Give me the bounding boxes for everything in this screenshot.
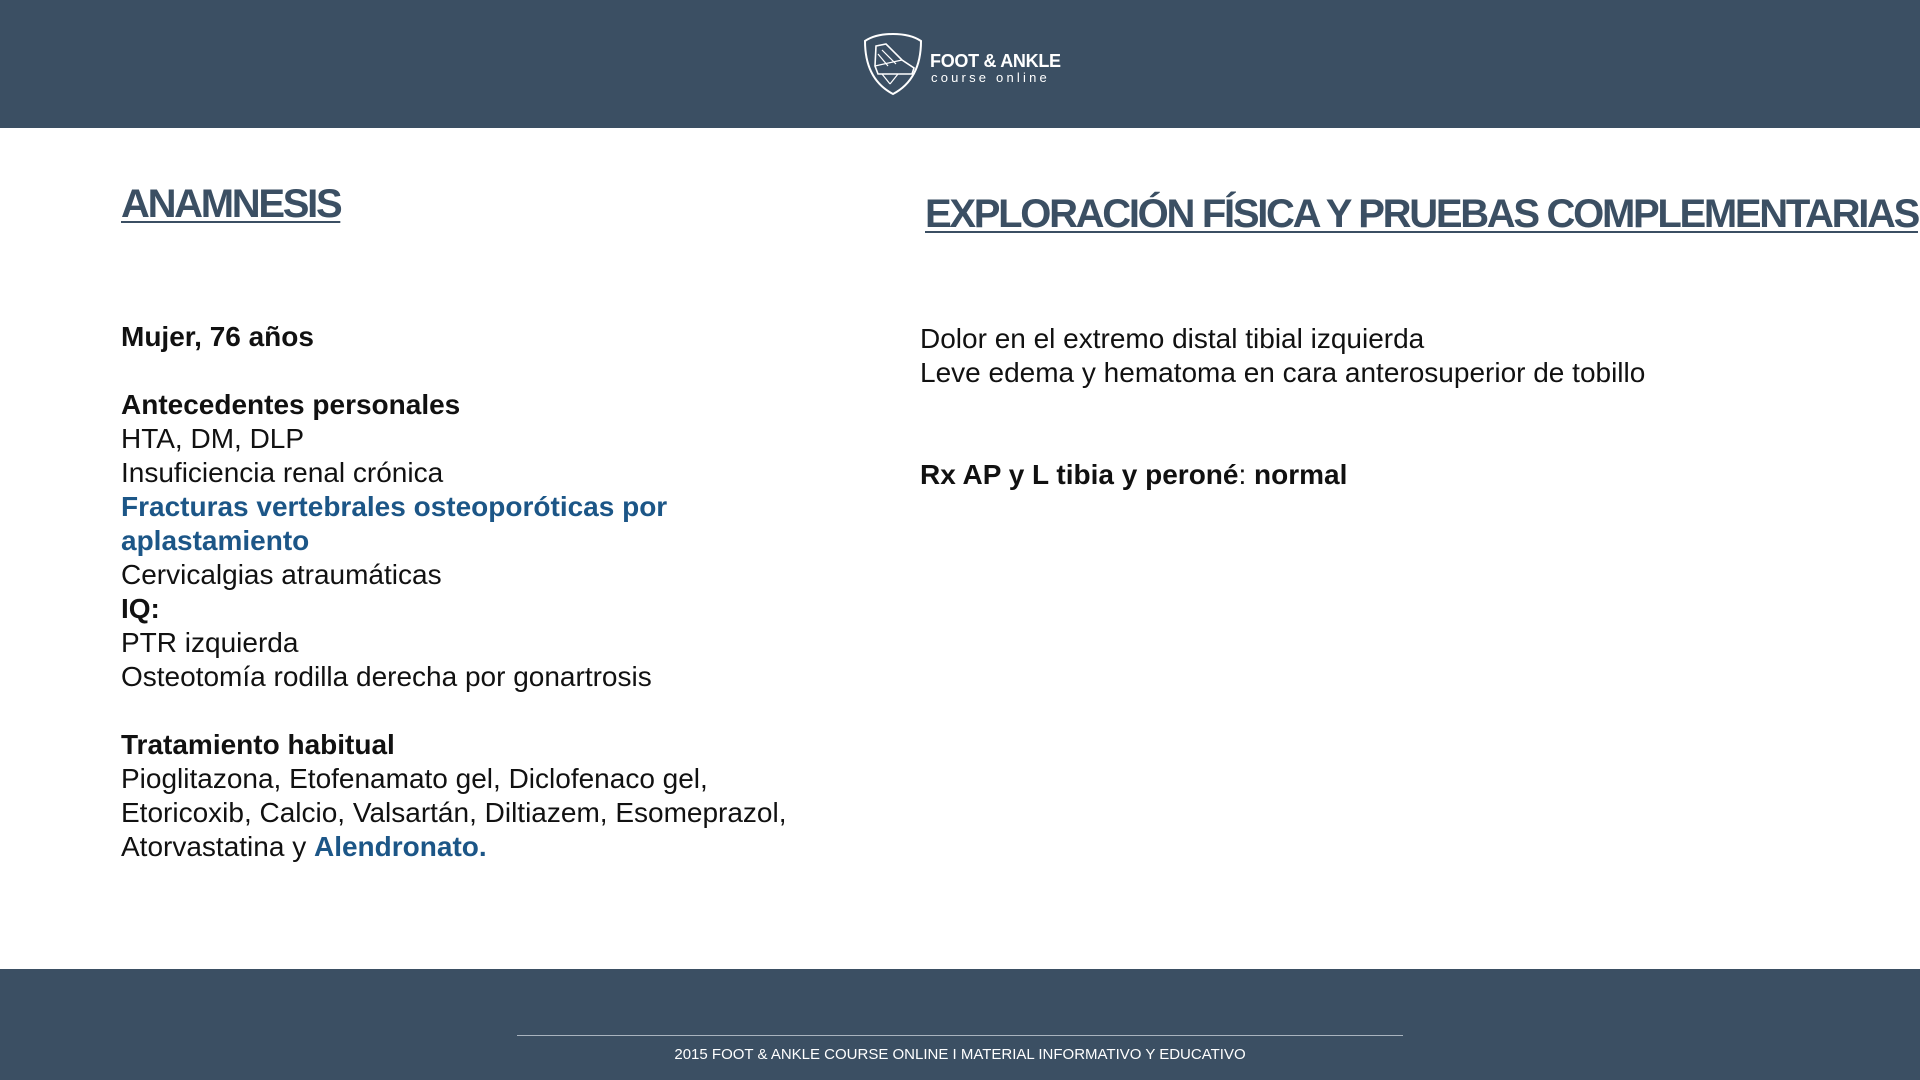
rx-separator: : xyxy=(1238,459,1255,490)
shield-foot-icon xyxy=(862,32,924,96)
logo-tagline: course online xyxy=(931,70,1050,85)
logo-brand-text: FOOT & ANKLE xyxy=(930,51,1061,71)
footer-divider xyxy=(517,1035,1403,1036)
tratamiento-title: Tratamiento habitual xyxy=(121,729,395,760)
cervicalgias-item: Cervicalgias atraumáticas xyxy=(121,559,442,590)
finding-item: Leve edema y hematoma en cara anterosuperior de tobillo xyxy=(920,357,1646,388)
rx-result-line xyxy=(920,458,1820,492)
rx-label: Rx AP y L tibia y peroné xyxy=(920,459,1239,490)
footer-text: 2015 FOOT & ANKLE COURSE ONLINE I MATERIAL INFORMATIVO Y EDUCATIVO xyxy=(674,1046,1246,1063)
rx-result: normal xyxy=(1254,459,1348,490)
exploracion-heading: EXPLORACIÓN FÍSICA Y PRUEBAS COMPLEMENTARIAS xyxy=(925,192,1918,236)
alendronato-highlight: Alendronato. xyxy=(313,831,487,862)
iq-item: PTR izquierda xyxy=(121,627,299,658)
tratamiento-last-prefix: Atorvastatina y xyxy=(121,831,314,862)
tratamiento-line-last xyxy=(121,830,861,864)
header-bar xyxy=(0,0,1920,128)
anamnesis-heading: ANAMNESIS xyxy=(121,182,341,226)
iq-item: Osteotomía rodilla derecha por gonartrosis xyxy=(121,661,652,692)
anamnesis-section xyxy=(121,320,861,864)
highlight-fracturas-line2: aplastamiento xyxy=(121,525,310,556)
exploracion-section xyxy=(920,322,1820,492)
highlight-fracturas-line1: Fracturas vertebrales osteoporóticas por xyxy=(121,491,668,522)
patient-summary: Mujer, 76 años xyxy=(121,321,314,352)
antecedentes-title: Antecedentes personales xyxy=(121,389,461,420)
footer-bar xyxy=(0,969,1920,1080)
antecedente-item: HTA, DM, DLP xyxy=(121,423,305,454)
course-logo xyxy=(862,32,1062,96)
iq-title: IQ: xyxy=(121,593,160,624)
finding-item: Dolor en el extremo distal tibial izquierda xyxy=(920,323,1425,354)
tratamiento-line: Etoricoxib, Calcio, Valsartán, Diltiazem, Esomeprazol, xyxy=(121,797,787,828)
antecedente-item: Insuficiencia renal crónica xyxy=(121,457,444,488)
tratamiento-line: Pioglitazona, Etofenamato gel, Diclofenaco gel, xyxy=(121,763,708,794)
